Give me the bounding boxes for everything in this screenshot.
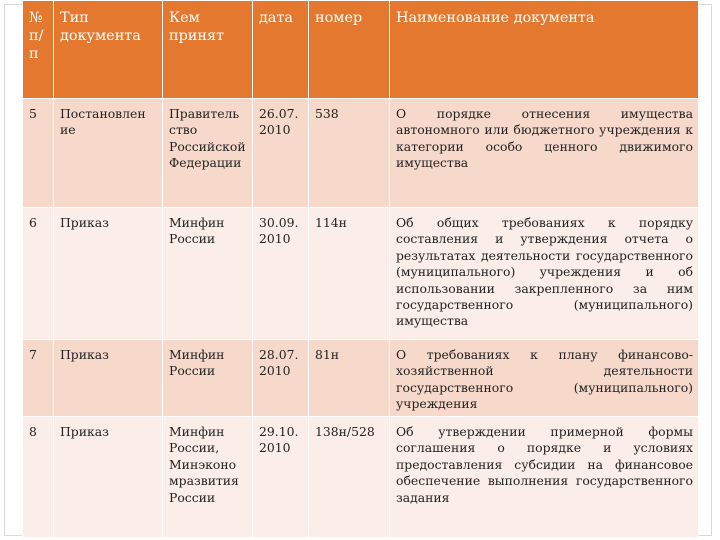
cell-doc-type: Постановлен ие <box>54 99 163 208</box>
cell-date: 29.10. 2010 <box>253 417 309 538</box>
cell-adopted-by: Минфин России, Минэконо мразвития России <box>163 417 253 538</box>
cell-doc-title: Об общих требованиях к порядку составления и утверждения отчета о результатах деятельности государственного (муниципального) учреждения и об использовании закрепленного за ним государственного (муниципального) имущества <box>390 208 699 340</box>
header-doc-type: Тип документа <box>54 1 163 99</box>
cell-doc-title: О требованиях к плану финансово-хозяйственной деятельности государственного (муниципального) учреждения <box>390 340 699 417</box>
cell-number: 6 <box>23 208 54 340</box>
cell-doc-title: О порядке отнесения имущества автономного или бюджетного учреждения к категории особо ценного движимого имущества <box>390 99 699 208</box>
documents-table <box>22 0 699 538</box>
table-row <box>23 340 699 417</box>
cell-number: 5 <box>23 99 54 208</box>
cell-doc-type: Приказ <box>54 208 163 340</box>
cell-number: 7 <box>23 340 54 417</box>
cell-adopted-by: Минфин России <box>163 340 253 417</box>
cell-doc-title: Об утверждении примерной формы соглашения о порядке и условиях предоставления субсидии на финансовое обеспечение выполнения государственного задания <box>390 417 699 538</box>
cell-doc-number: 538 <box>309 99 390 208</box>
cell-doc-number: 81н <box>309 340 390 417</box>
table-row <box>23 99 699 208</box>
table-row <box>23 417 699 538</box>
header-doc-title: Наименование документа <box>390 1 699 99</box>
cell-doc-type: Приказ <box>54 340 163 417</box>
header-date: дата <box>253 1 309 99</box>
cell-date: 26.07. 2010 <box>253 99 309 208</box>
header-doc-number: номер <box>309 1 390 99</box>
cell-date: 28.07. 2010 <box>253 340 309 417</box>
table-row <box>23 208 699 340</box>
cell-number: 8 <box>23 417 54 538</box>
header-adopted-by: Кем принят <box>163 1 253 99</box>
cell-adopted-by: Минфин России <box>163 208 253 340</box>
cell-doc-type: Приказ <box>54 417 163 538</box>
cell-adopted-by: Правитель ство Российской Федерации <box>163 99 253 208</box>
cell-doc-number: 114н <box>309 208 390 340</box>
header-number: № п/ п <box>23 1 54 99</box>
table-header-row <box>23 1 699 99</box>
cell-doc-number: 138н/528 <box>309 417 390 538</box>
cell-date: 30.09. 2010 <box>253 208 309 340</box>
